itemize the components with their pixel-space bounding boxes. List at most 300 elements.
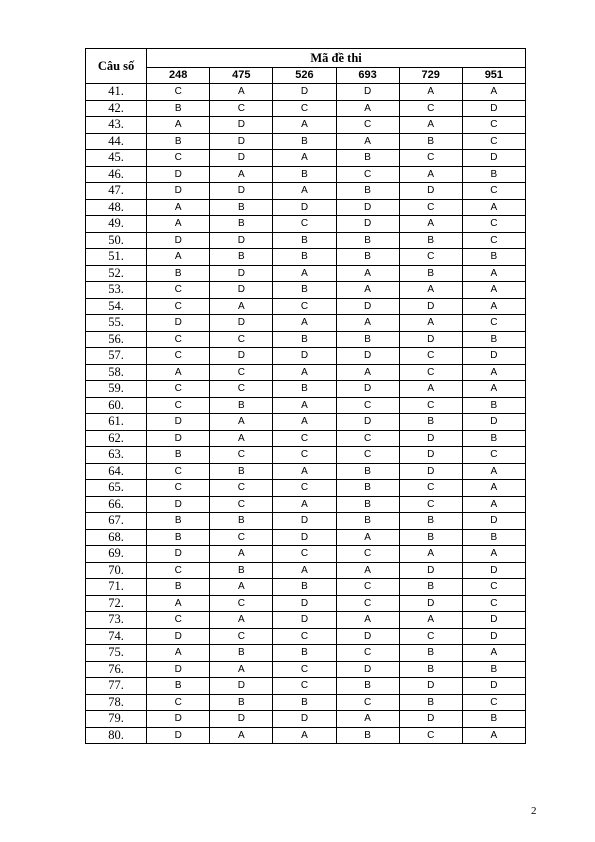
table-row [86,727,526,744]
answer-cell: C [147,562,210,579]
answer-cell: C [336,579,399,596]
answer-cell: D [336,298,399,315]
answer-cell: D [399,298,462,315]
answer-cell: D [399,447,462,464]
answer-cell: A [210,84,273,101]
answer-cell: D [273,529,336,546]
answer-cell: D [336,628,399,645]
answer-cell: A [462,546,525,563]
answer-cell: A [462,364,525,381]
answer-cell: B [399,694,462,711]
answer-cell: A [462,463,525,480]
answer-cell: C [336,595,399,612]
exam-code-row [86,67,526,83]
answer-cell: D [336,661,399,678]
answer-cell: D [210,282,273,299]
table-row [86,315,526,332]
answer-cell: A [462,84,525,101]
table-row [86,529,526,546]
answer-cell: B [273,331,336,348]
answer-cell: B [273,381,336,398]
answer-cell: B [336,183,399,200]
question-number: 46. [86,166,147,183]
answer-cell: D [462,100,525,117]
answer-cell: D [462,348,525,365]
answer-cell: C [147,694,210,711]
answer-cell: D [210,711,273,728]
answer-key-body [86,84,526,744]
table-row [86,397,526,414]
answer-cell: D [147,546,210,563]
answer-cell: B [210,216,273,233]
answer-cell: D [273,513,336,530]
answer-cell: C [147,298,210,315]
answer-cell: A [462,381,525,398]
answer-cell: A [336,562,399,579]
answer-cell: D [147,711,210,728]
answer-cell: C [336,546,399,563]
table-row [86,265,526,282]
question-number: 57. [86,348,147,365]
answer-cell: C [273,546,336,563]
table-row [86,381,526,398]
answer-cell: B [147,579,210,596]
table-row [86,133,526,150]
answer-cell: D [462,562,525,579]
answer-cell: D [210,183,273,200]
answer-cell: A [462,480,525,497]
answer-cell: A [336,265,399,282]
answer-cell: D [273,84,336,101]
table-row [86,628,526,645]
answer-cell: A [210,430,273,447]
answer-cell: C [399,100,462,117]
table-row [86,348,526,365]
table-row [86,117,526,134]
answer-cell: C [462,117,525,134]
answer-cell: B [462,249,525,266]
answer-cell: C [273,447,336,464]
table-row [86,364,526,381]
answer-cell: C [462,315,525,332]
answer-cell: B [336,678,399,695]
answer-cell: D [399,595,462,612]
answer-cell: A [273,265,336,282]
answer-cell: C [336,694,399,711]
answer-cell: B [147,100,210,117]
answer-cell: A [336,364,399,381]
answer-cell: C [147,84,210,101]
answer-cell: C [336,117,399,134]
answer-cell: B [210,249,273,266]
question-number: 70. [86,562,147,579]
answer-cell: D [147,727,210,744]
answer-cell: C [147,612,210,629]
answer-cell: A [273,397,336,414]
answer-cell: C [210,364,273,381]
question-number: 66. [86,496,147,513]
question-number: 50. [86,232,147,249]
answer-cell: D [399,678,462,695]
answer-cell: B [336,480,399,497]
answer-cell: B [399,661,462,678]
answer-cell: C [462,579,525,596]
answer-cell: C [147,480,210,497]
answer-cell: A [147,595,210,612]
answer-cell: C [399,150,462,167]
question-number: 76. [86,661,147,678]
question-number: 75. [86,645,147,662]
answer-cell: A [147,117,210,134]
table-row [86,480,526,497]
exam-code-header: 951 [462,67,525,83]
answer-cell: A [210,579,273,596]
answer-key-table [85,48,526,744]
answer-cell: C [462,447,525,464]
answer-cell: C [147,150,210,167]
answer-cell: C [336,645,399,662]
answer-cell: C [336,166,399,183]
exam-code-header: 693 [336,67,399,83]
answer-cell: D [147,430,210,447]
table-row [86,249,526,266]
answer-cell: A [399,84,462,101]
answer-cell: A [210,166,273,183]
answer-cell: C [399,397,462,414]
answer-cell: B [273,249,336,266]
question-number: 79. [86,711,147,728]
answer-cell: D [462,150,525,167]
table-row [86,84,526,101]
answer-cell: D [147,661,210,678]
answer-cell: D [462,513,525,530]
answer-cell: C [210,595,273,612]
answer-cell: A [273,496,336,513]
table-row [86,579,526,596]
answer-cell: D [462,628,525,645]
answer-cell: A [273,117,336,134]
answer-cell: C [147,348,210,365]
answer-cell: B [147,513,210,530]
answer-cell: C [273,430,336,447]
answer-cell: C [273,298,336,315]
table-row [86,694,526,711]
answer-cell: B [210,199,273,216]
answer-key-header [86,49,526,84]
answer-cell: A [336,612,399,629]
answer-cell: C [336,430,399,447]
table-row [86,166,526,183]
answer-cell: C [147,381,210,398]
answer-cell: D [147,628,210,645]
table-row [86,199,526,216]
answer-cell: B [336,496,399,513]
answer-cell: B [210,645,273,662]
answer-cell: A [273,364,336,381]
table-row [86,513,526,530]
table-row [86,595,526,612]
question-number: 53. [86,282,147,299]
answer-cell: D [147,315,210,332]
answer-cell: A [399,166,462,183]
question-number: 61. [86,414,147,431]
answer-cell: B [399,133,462,150]
answer-cell: C [462,595,525,612]
question-number: 67. [86,513,147,530]
question-number: 51. [86,249,147,266]
answer-cell: A [462,265,525,282]
answer-cell: D [336,84,399,101]
answer-cell: D [462,678,525,695]
answer-cell: D [210,117,273,134]
question-number: 64. [86,463,147,480]
table-row [86,232,526,249]
question-number-header: Câu số [86,49,147,84]
answer-cell: B [462,331,525,348]
answer-cell: D [399,711,462,728]
answer-cell: B [336,150,399,167]
answer-cell: A [399,117,462,134]
answer-cell: D [210,265,273,282]
answer-cell: C [462,694,525,711]
answer-cell: C [399,480,462,497]
question-number: 77. [86,678,147,695]
answer-cell: C [210,381,273,398]
answer-cell: B [462,529,525,546]
answer-cell: C [210,529,273,546]
question-number: 45. [86,150,147,167]
answer-cell: A [336,711,399,728]
table-row [86,711,526,728]
table-row [86,216,526,233]
answer-cell: C [273,100,336,117]
table-row [86,331,526,348]
answer-cell: C [210,496,273,513]
question-number: 69. [86,546,147,563]
answer-cell: C [462,216,525,233]
answer-cell: D [147,183,210,200]
answer-cell: C [399,348,462,365]
answer-cell: C [336,397,399,414]
answer-cell: D [273,348,336,365]
answer-cell: A [210,546,273,563]
answer-cell: D [210,232,273,249]
answer-cell: B [336,331,399,348]
answer-cell: B [273,579,336,596]
answer-cell: D [273,595,336,612]
answer-cell: B [210,694,273,711]
question-number: 60. [86,397,147,414]
answer-cell: D [336,414,399,431]
answer-cell: D [336,199,399,216]
question-number: 52. [86,265,147,282]
answer-cell: D [210,348,273,365]
question-number: 59. [86,381,147,398]
exam-code-header: 248 [147,67,210,83]
table-row [86,546,526,563]
answer-cell: B [210,397,273,414]
answer-cell: D [147,414,210,431]
answer-cell: C [210,100,273,117]
answer-cell: C [399,727,462,744]
answer-cell: A [399,612,462,629]
answer-cell: D [210,133,273,150]
answer-cell: B [399,232,462,249]
answer-cell: A [462,199,525,216]
answer-cell: C [273,678,336,695]
table-row [86,282,526,299]
answer-cell: D [399,183,462,200]
answer-cell: B [147,529,210,546]
answer-cell: A [462,727,525,744]
answer-cell: C [399,628,462,645]
answer-cell: B [336,249,399,266]
question-number: 68. [86,529,147,546]
answer-cell: A [147,364,210,381]
question-number: 44. [86,133,147,150]
answer-cell: C [399,249,462,266]
answer-cell: D [273,711,336,728]
answer-cell: A [336,315,399,332]
answer-cell: C [210,628,273,645]
answer-cell: A [399,546,462,563]
table-row [86,100,526,117]
answer-cell: D [462,612,525,629]
answer-cell: B [273,232,336,249]
answer-cell: B [273,645,336,662]
answer-cell: A [273,315,336,332]
table-row [86,150,526,167]
exam-code-header: 475 [210,67,273,83]
answer-cell: C [273,628,336,645]
answer-cell: D [210,678,273,695]
answer-cell: C [210,331,273,348]
answer-cell: B [462,661,525,678]
question-number: 80. [86,727,147,744]
answer-cell: A [273,562,336,579]
answer-cell: A [273,183,336,200]
answer-cell: A [336,282,399,299]
answer-cell: C [399,496,462,513]
question-number: 54. [86,298,147,315]
answer-cell: B [462,430,525,447]
answer-cell: A [210,612,273,629]
question-number: 72. [86,595,147,612]
answer-cell: A [336,100,399,117]
answer-cell: A [210,298,273,315]
answer-cell: D [336,348,399,365]
question-number: 58. [86,364,147,381]
answer-cell: A [210,727,273,744]
answer-cell: D [462,414,525,431]
answer-cell: A [399,216,462,233]
answer-cell: C [210,480,273,497]
exam-code-group-header: Mã đề thi [147,49,526,68]
question-number: 43. [86,117,147,134]
answer-cell: A [399,315,462,332]
answer-cell: B [210,562,273,579]
answer-cell: B [210,513,273,530]
answer-cell: D [147,166,210,183]
question-number: 41. [86,84,147,101]
answer-cell: C [273,480,336,497]
question-number: 73. [86,612,147,629]
table-row [86,661,526,678]
answer-cell: A [147,199,210,216]
answer-cell: B [462,711,525,728]
answer-cell: C [462,232,525,249]
answer-cell: D [273,199,336,216]
answer-cell: B [399,645,462,662]
answer-cell: A [462,496,525,513]
question-number: 42. [86,100,147,117]
answer-cell: B [147,447,210,464]
answer-cell: B [399,513,462,530]
answer-cell: C [399,364,462,381]
answer-cell: A [210,414,273,431]
table-row [86,430,526,447]
answer-cell: C [336,447,399,464]
answer-cell: D [147,496,210,513]
answer-cell: B [336,727,399,744]
answer-cell: D [336,381,399,398]
answer-cell: B [399,414,462,431]
page-number: 2 [531,805,537,817]
table-row [86,298,526,315]
question-number: 78. [86,694,147,711]
answer-cell: D [210,315,273,332]
table-row [86,447,526,464]
answer-cell: A [462,645,525,662]
answer-cell: C [147,463,210,480]
answer-cell: C [273,661,336,678]
answer-cell: C [147,331,210,348]
table-row [86,496,526,513]
answer-cell: C [462,183,525,200]
answer-cell: D [210,150,273,167]
question-number: 55. [86,315,147,332]
answer-cell: A [399,381,462,398]
answer-cell: A [147,645,210,662]
answer-cell: B [273,282,336,299]
answer-cell: B [147,678,210,695]
question-number: 48. [86,199,147,216]
answer-cell: B [336,463,399,480]
answer-cell: A [399,282,462,299]
answer-cell: A [210,661,273,678]
question-number: 65. [86,480,147,497]
table-row [86,678,526,695]
answer-cell: C [147,397,210,414]
exam-code-header: 729 [399,67,462,83]
answer-cell: A [273,150,336,167]
answer-cell: A [336,133,399,150]
table-row [86,562,526,579]
answer-cell: D [399,430,462,447]
answer-cell: C [399,199,462,216]
answer-cell: B [273,694,336,711]
answer-cell: A [273,414,336,431]
answer-cell: A [147,216,210,233]
question-number: 47. [86,183,147,200]
answer-cell: B [147,133,210,150]
answer-cell: B [147,265,210,282]
answer-cell: C [147,282,210,299]
answer-cell: A [273,727,336,744]
table-row [86,612,526,629]
question-number: 63. [86,447,147,464]
answer-cell: D [273,612,336,629]
